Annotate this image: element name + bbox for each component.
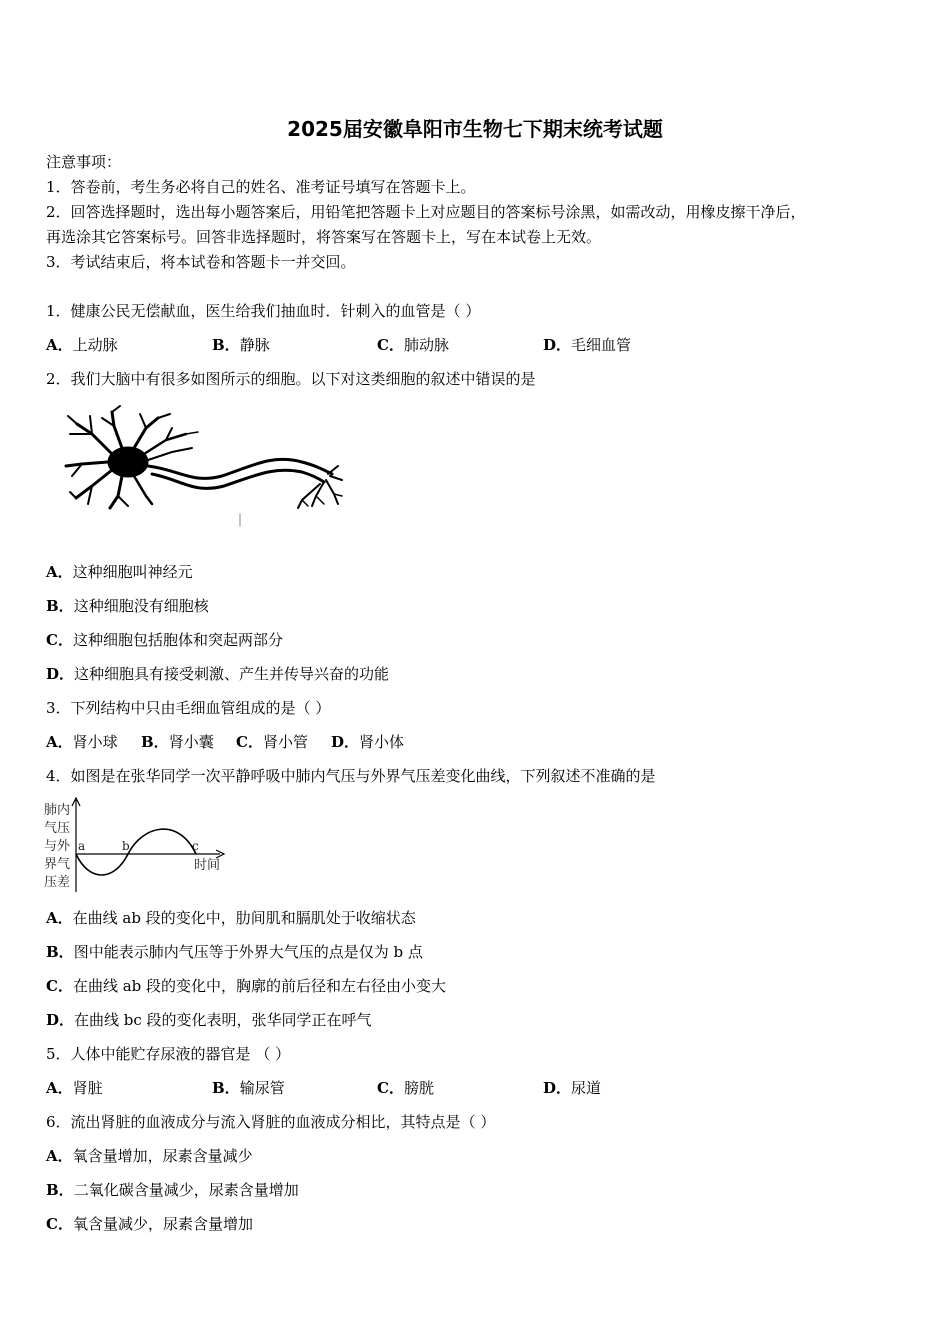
- q6-option-c: [46, 1214, 253, 1234]
- point-label: a: [78, 839, 86, 853]
- notice-line: 2．回答选择题时，选出每小题答案后，用铅笔把答题卡上对应题目的答案标号涂黑，如需改动，用橡皮擦干净后，: [46, 203, 806, 221]
- notice-heading: 注意事项：: [46, 153, 122, 171]
- option-key: B．: [212, 1079, 240, 1097]
- option-text: 二氧化碳含量减少，尿素含量增加: [73, 1181, 299, 1199]
- question-4-stem: 4．如图是在张华同学一次平静呼吸中肺内气压与外界气压差变化曲线，下列叙述不准确的是: [46, 767, 656, 785]
- option-key: A．: [46, 909, 73, 927]
- option-key: D．: [46, 1011, 75, 1029]
- point-label: b: [122, 839, 130, 853]
- q3-option-b: [141, 732, 214, 752]
- q1-option-b: [212, 335, 270, 355]
- option-text: 肺动脉: [403, 336, 449, 354]
- option-key: A．: [46, 733, 73, 751]
- option-key: D．: [46, 665, 75, 683]
- q1-option-a: [46, 335, 118, 355]
- option-text: 肾小管: [262, 733, 308, 751]
- option-text: 在曲线 ab 段的变化中，肋间肌和膈肌处于收缩状态: [72, 909, 416, 927]
- q6-option-a: [46, 1146, 253, 1166]
- option-key: C．: [46, 977, 73, 995]
- option-text: 在曲线 bc 段的变化表明，张华同学正在呼气: [74, 1011, 372, 1029]
- q5-option-c: [377, 1078, 434, 1098]
- option-key: C．: [46, 1215, 73, 1233]
- q5-option-a: [46, 1078, 103, 1098]
- option-key: B．: [212, 336, 240, 354]
- option-key: B．: [46, 597, 74, 615]
- figure-xlabel: 时间: [194, 858, 221, 873]
- figure-ylabel: 界气: [44, 857, 71, 872]
- option-key: D．: [331, 733, 360, 751]
- q4-option-d: [46, 1010, 372, 1030]
- option-key: C．: [377, 1079, 404, 1097]
- notice-line: 再选涂其它答案标号。回答非选择题时，将答案写在答题卡上，写在本试卷上无效。: [46, 228, 602, 246]
- option-key: D．: [543, 336, 572, 354]
- option-text: 肾小球: [72, 733, 118, 751]
- q1-option-c: [377, 335, 449, 355]
- neuron-figure: [62, 404, 344, 528]
- option-key: A．: [46, 336, 73, 354]
- option-key: A．: [46, 1079, 73, 1097]
- question-6-stem: 6．流出肾脏的血液成分与流入肾脏的血液成分相比，其特点是（ ）: [46, 1113, 496, 1131]
- option-text: 图中能表示肺内气压等于外界大气压的点是仅为 b 点: [73, 943, 423, 961]
- option-text: 氧含量减少，尿素含量增加: [72, 1215, 253, 1233]
- option-text: 这种细胞包括胞体和突起两部分: [72, 631, 283, 649]
- option-text: 肾小体: [359, 733, 405, 751]
- option-key: C．: [236, 733, 263, 751]
- option-text: 在曲线 ab 段的变化中，胸廓的前后径和左右径由小变大: [72, 977, 447, 995]
- option-text: 尿道: [571, 1079, 602, 1097]
- option-text: 这种细胞没有细胞核: [73, 597, 209, 615]
- option-text: 静脉: [239, 336, 270, 354]
- q5-option-d: [543, 1078, 601, 1098]
- option-key: A．: [46, 563, 73, 581]
- q2-option-d: [46, 664, 389, 684]
- notice-line: 1．答卷前，考生务必将自己的姓名、准考证号填写在答题卡上。: [46, 178, 476, 196]
- option-key: D．: [543, 1079, 572, 1097]
- figure-ylabel: 与外: [44, 839, 71, 854]
- option-text: 氧含量增加，尿素含量减少: [72, 1147, 253, 1165]
- q2-option-c: [46, 630, 283, 650]
- q3-option-d: [331, 732, 404, 752]
- q4-option-a: [46, 908, 416, 928]
- option-key: C．: [46, 631, 73, 649]
- option-text: 肾脏: [72, 1079, 103, 1097]
- option-key: C．: [377, 336, 404, 354]
- option-text: 上动脉: [72, 336, 118, 354]
- figure-ylabel: 压差: [44, 875, 71, 890]
- q4-option-c: [46, 976, 446, 996]
- q2-option-b: [46, 596, 209, 616]
- option-text: 这种细胞叫神经元: [72, 563, 193, 581]
- q5-option-b: [212, 1078, 285, 1098]
- option-key: B．: [46, 943, 74, 961]
- notice-line: 3．考试结束后，将本试卷和答题卡一并交回。: [46, 253, 356, 271]
- question-3-stem: 3．下列结构中只由毛细血管组成的是（ ）: [46, 699, 331, 717]
- option-text: 肾小囊: [168, 733, 214, 751]
- pressure-curve-figure: [44, 796, 234, 894]
- question-5-stem: 5．人体中能贮存尿液的器官是 （ ）: [46, 1045, 291, 1063]
- option-key: B．: [141, 733, 169, 751]
- q4-option-b: [46, 942, 423, 962]
- figure-ylabel: 肺内: [44, 803, 71, 818]
- q2-option-a: [46, 562, 193, 582]
- option-text: 这种细胞具有接受刺激、产生并传导兴奋的功能: [74, 665, 390, 683]
- q3-option-c: [236, 732, 308, 752]
- q3-option-a: [46, 732, 118, 752]
- option-text: 膀胱: [403, 1079, 434, 1097]
- question-2-stem: 2．我们大脑中有很多如图所示的细胞。以下对这类细胞的叙述中错误的是: [46, 370, 536, 388]
- option-key: B．: [46, 1181, 74, 1199]
- figure-ylabel: 气压: [44, 821, 71, 836]
- option-text: 毛细血管: [571, 336, 632, 354]
- q1-option-d: [543, 335, 631, 355]
- q6-option-b: [46, 1180, 299, 1200]
- page-title: 2025届安徽阜阳市生物七下期末统考试题: [287, 117, 663, 141]
- option-text: 输尿管: [239, 1079, 285, 1097]
- option-key: A．: [46, 1147, 73, 1165]
- question-1-stem: 1．健康公民无偿献血，医生给我们抽血时．针刺入的血管是（ ）: [46, 302, 481, 320]
- point-label: c: [192, 839, 199, 853]
